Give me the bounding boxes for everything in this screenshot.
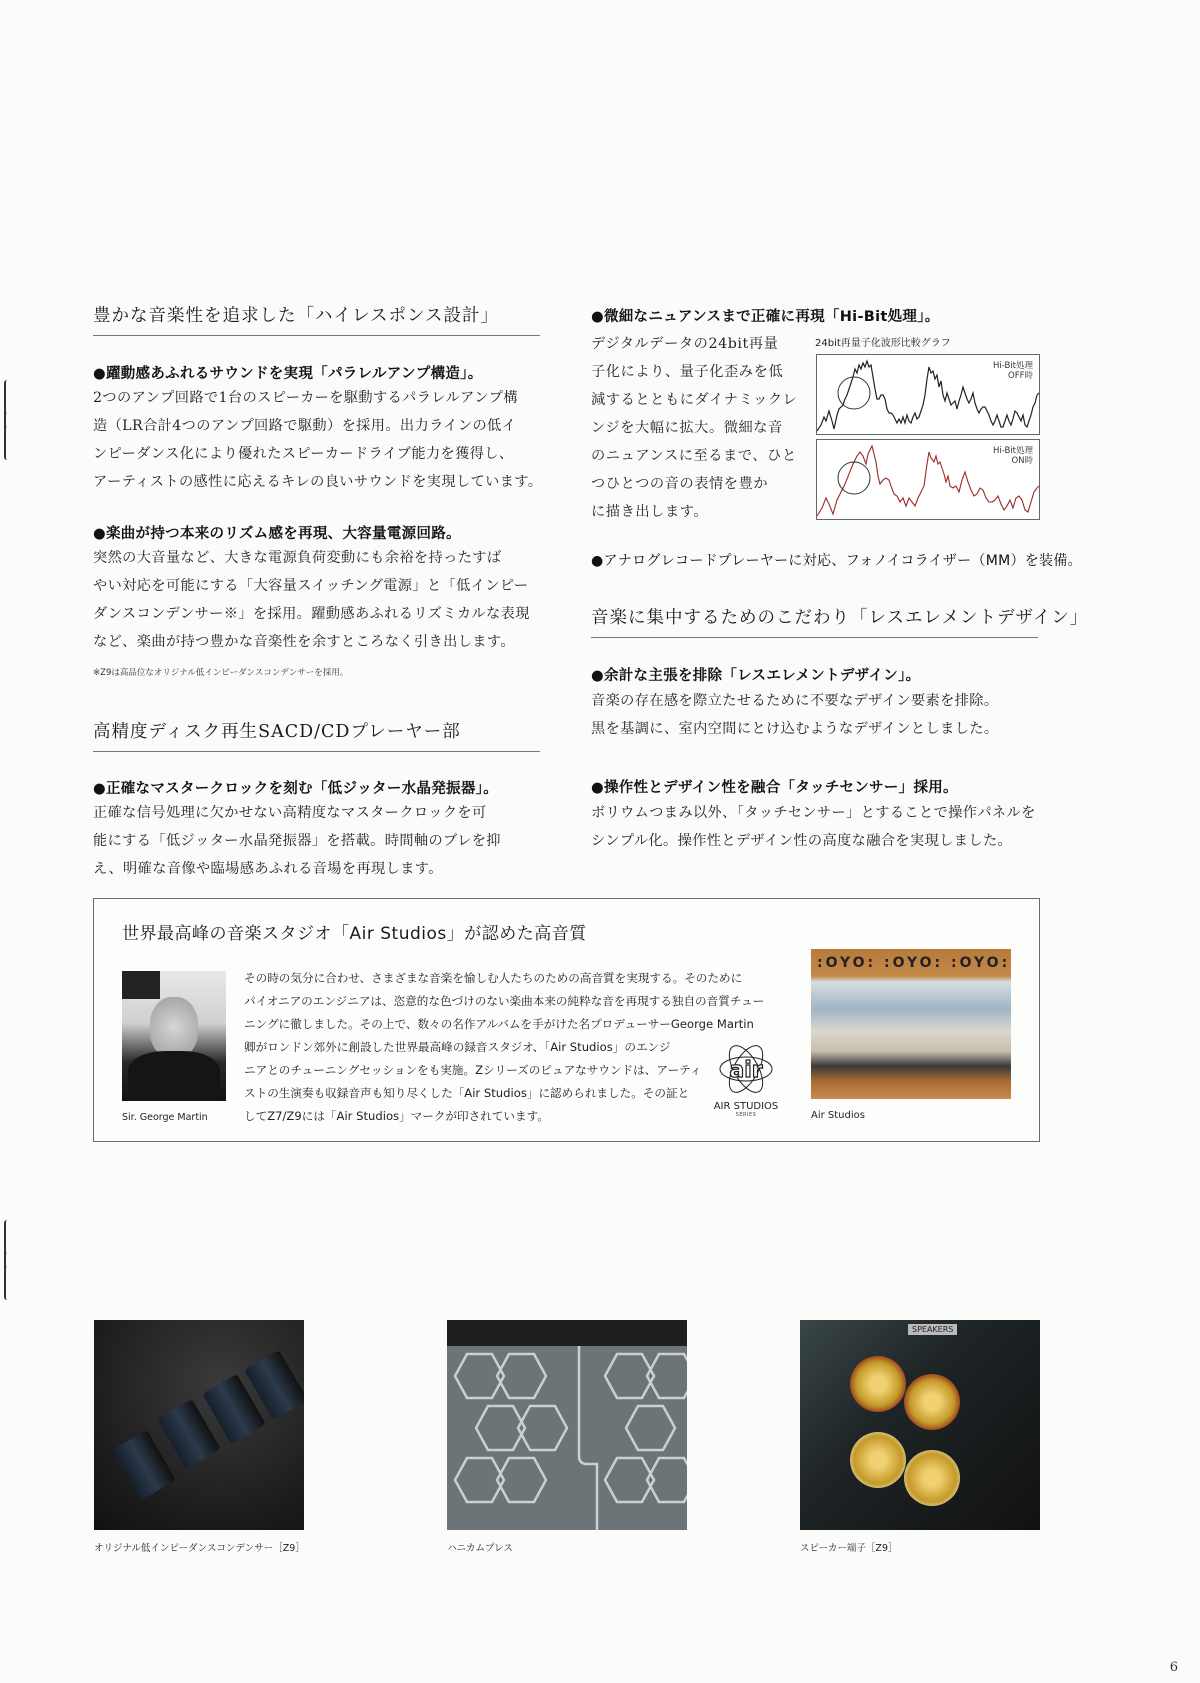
text-line: 造（LR合計4つのアンプ回路で駆動）を採用。出力ラインの低イ bbox=[93, 418, 517, 434]
text-line: 卿がロンドン郊外に創設した世界最高峰の録音スタジオ、「Air Studios」のエンジ bbox=[244, 1040, 671, 1054]
feature-body-hibit bbox=[591, 330, 797, 526]
text-line: ニングに徹しました。その上で、数々の名作アルバムを手がけた名プロデューサーGeorge Martin bbox=[244, 1017, 754, 1031]
photo-caption-capacitors: オリジナル低インピーダンスコンデンサー［Z9］ bbox=[94, 1543, 305, 1554]
label-text: Hi-Bit処理 bbox=[992, 446, 1033, 456]
text-line: え、明確な音像や臨場感あふれる音場を再現します。 bbox=[93, 861, 443, 877]
page-number: 6 bbox=[1169, 1660, 1178, 1675]
text-line: 減するとともにダイナミックレ bbox=[591, 392, 798, 408]
honeycomb-pattern bbox=[447, 1346, 687, 1530]
feature-body-power-supply bbox=[93, 544, 530, 656]
text-line: デジタルデータの24bit再量 bbox=[591, 336, 779, 352]
air-logo-word: air bbox=[729, 1058, 763, 1083]
section-title-sacd-player: 高精度ディスク再生SACD/CDプレーヤー部 bbox=[93, 718, 540, 752]
capacitor bbox=[112, 1430, 176, 1500]
portrait-caption: Sir. George Martin bbox=[122, 1112, 208, 1123]
text-line: つひとつの音の表情を豊か bbox=[591, 476, 769, 492]
text-line: のニュアンスに至るまで、ひと bbox=[591, 448, 797, 464]
photo-caption-honeycomb: ハニカムプレス bbox=[447, 1543, 513, 1554]
air-studios-logo bbox=[711, 1039, 781, 1129]
text-line: 突然の大音量など、大きな電源負荷変動にも余裕を持ったすば bbox=[93, 550, 502, 566]
feature-body-parallel-amp bbox=[93, 384, 542, 496]
portrait-face bbox=[150, 997, 198, 1057]
text-line: 子化により、量子化歪みを低 bbox=[591, 364, 784, 380]
feature-heading-power-supply: ●楽曲が持つ本来のリズム感を再現、大容量電源回路。 bbox=[93, 526, 461, 542]
air-logo-icon bbox=[716, 1039, 776, 1099]
text-line: ンジを大幅に拡大。微細な音 bbox=[591, 420, 783, 436]
text-line: アーティストの感性に応えるキレの良いサウンドを実現しています。 bbox=[93, 474, 543, 490]
air-logo-subtext: SERIES bbox=[735, 1112, 757, 1118]
terminal-red-right bbox=[904, 1374, 960, 1430]
waveform-chart-title: 24bit再量子化波形比較グラフ bbox=[815, 338, 951, 349]
text-line: ストの生演奏も収録音声も知り尽くした「Air Studios」に認められました。その証と bbox=[244, 1086, 690, 1100]
text-line: その時の気分に合わせ、さまざまな音楽を愉しむ人たちのための高音質を実現する。そのために bbox=[244, 971, 743, 985]
photo-caption-speaker-terminals: スピーカー端子［Z9］ bbox=[800, 1543, 898, 1554]
binding-mark bbox=[4, 412, 10, 460]
text-line: 能にする「低ジッター水晶発振器」を搭載。時間軸のブレを抑 bbox=[93, 833, 501, 849]
portrait-george-martin bbox=[122, 971, 226, 1101]
label-text: OFF時 bbox=[1008, 371, 1033, 381]
chart-label-off bbox=[993, 361, 1033, 381]
air-logo-text: AIR STUDIOS bbox=[713, 1101, 779, 1112]
label-text: ON時 bbox=[1011, 456, 1033, 466]
text-line: など、楽曲が持つ豊かな音楽性を余すところなく引き出します。 bbox=[93, 634, 515, 650]
photo-capacitors bbox=[94, 1320, 304, 1530]
text-line: ボリウムつまみ以外、「タッチセンサー」とすることで操作パネルを bbox=[591, 805, 1036, 821]
text-line: パイオニアのエンジニアは、恣意的な色づけのない楽曲本来の純粋な音を再現する独自の音質チュー bbox=[244, 994, 765, 1008]
text-line: 黒を基調に、室内空間にとけ込むようなデザインとしました。 bbox=[591, 721, 999, 737]
terminal-black-left bbox=[850, 1432, 906, 1488]
studio-speakers: :OYO: :OYO: :OYO: bbox=[817, 955, 1011, 971]
photo-honeycomb-press bbox=[447, 1320, 687, 1530]
feature-body-touch-sensor bbox=[591, 799, 1036, 855]
air-studios-photo bbox=[811, 949, 1011, 1099]
label-text: Hi-Bit処理 bbox=[992, 361, 1033, 371]
feature-body-crystal-oscillator bbox=[93, 799, 501, 883]
air-studios-title: 世界最高峰の音楽スタジオ「Air Studios」が認めた高音質 bbox=[122, 924, 587, 944]
air-studios-body bbox=[244, 967, 764, 1128]
feature-heading-phono: ●アナログレコードプレーヤーに対応、フォノイコライザー（MM）を装備。 bbox=[591, 553, 1082, 569]
feature-heading-crystal-oscillator: ●正確なマスタークロックを刻む「低ジッター水晶発振器」。 bbox=[93, 781, 499, 797]
section-title-less-element: 音楽に集中するためのこだわり「レスエレメントデザイン」 bbox=[591, 604, 1038, 638]
text-line: ンピーダンス化により優れたスピーカードライブ能力を獲得し、 bbox=[93, 446, 514, 462]
chart-label-on bbox=[993, 446, 1033, 466]
feature-heading-parallel-amp: ●躍動感あふれるサウンドを実現「パラレルアンプ構造」。 bbox=[93, 366, 483, 382]
text-line: に描き出します。 bbox=[591, 504, 709, 520]
terminal-red-left bbox=[850, 1356, 906, 1412]
text-line: ダンスコンデンサー※」を採用。躍動感あふれるリズミカルな表現 bbox=[93, 606, 530, 622]
speakers-label: SPEAKERS bbox=[908, 1324, 957, 1335]
portrait-body bbox=[128, 1051, 220, 1101]
text-line: やい対応を可能にする「大容量スイッチング電源」と「低インピー bbox=[93, 578, 529, 594]
text-line: 正確な信号処理に欠かせない高精度なマスタークロックを可 bbox=[93, 805, 487, 821]
chassis-top bbox=[447, 1320, 687, 1346]
binding-mark bbox=[4, 1252, 10, 1300]
text-line: シンプル化。操作性とデザイン性の高度な融合を実現しました。 bbox=[591, 833, 1013, 849]
feature-body-less-element bbox=[591, 687, 998, 743]
text-line: 音楽の存在感を際立たせるために不要なデザイン要素を排除。 bbox=[591, 693, 999, 709]
text-line: してZ7/Z9には「Air Studios」マークが印されています。 bbox=[244, 1109, 549, 1123]
air-studios-photo-caption: Air Studios bbox=[811, 1110, 865, 1121]
portrait-background-frame bbox=[122, 971, 160, 999]
air-studios-box bbox=[93, 898, 1040, 1142]
section-title-high-response: 豊かな音楽性を追求した「ハイレスポンス設計」 bbox=[93, 302, 540, 336]
waveform-chart-off bbox=[816, 354, 1040, 435]
feature-heading-touch-sensor: ●操作性とデザイン性を融合「タッチセンサー」採用。 bbox=[591, 780, 958, 796]
waveform-chart-on bbox=[816, 439, 1040, 520]
text-line: 2つのアンプ回路で1台のスピーカーを駆動するパラレルアンプ構 bbox=[93, 390, 518, 406]
terminal-black-right bbox=[904, 1450, 960, 1506]
footnote-z9-capacitor: ※Z9は高品位なオリジナル低インピーダンスコンデンサーを採用。 bbox=[93, 668, 349, 678]
feature-heading-hibit: ●微細なニュアンスまで正確に再現「Hi-Bit処理」。 bbox=[591, 309, 940, 325]
feature-heading-less-element: ●余計な主張を排除「レスエレメントデザイン」。 bbox=[591, 668, 921, 684]
photo-speaker-terminals bbox=[800, 1320, 1040, 1530]
text-line: ニアとのチューニングセッションをも実施。Zシリーズのピュアなサウンドは、アーティ bbox=[244, 1063, 702, 1077]
